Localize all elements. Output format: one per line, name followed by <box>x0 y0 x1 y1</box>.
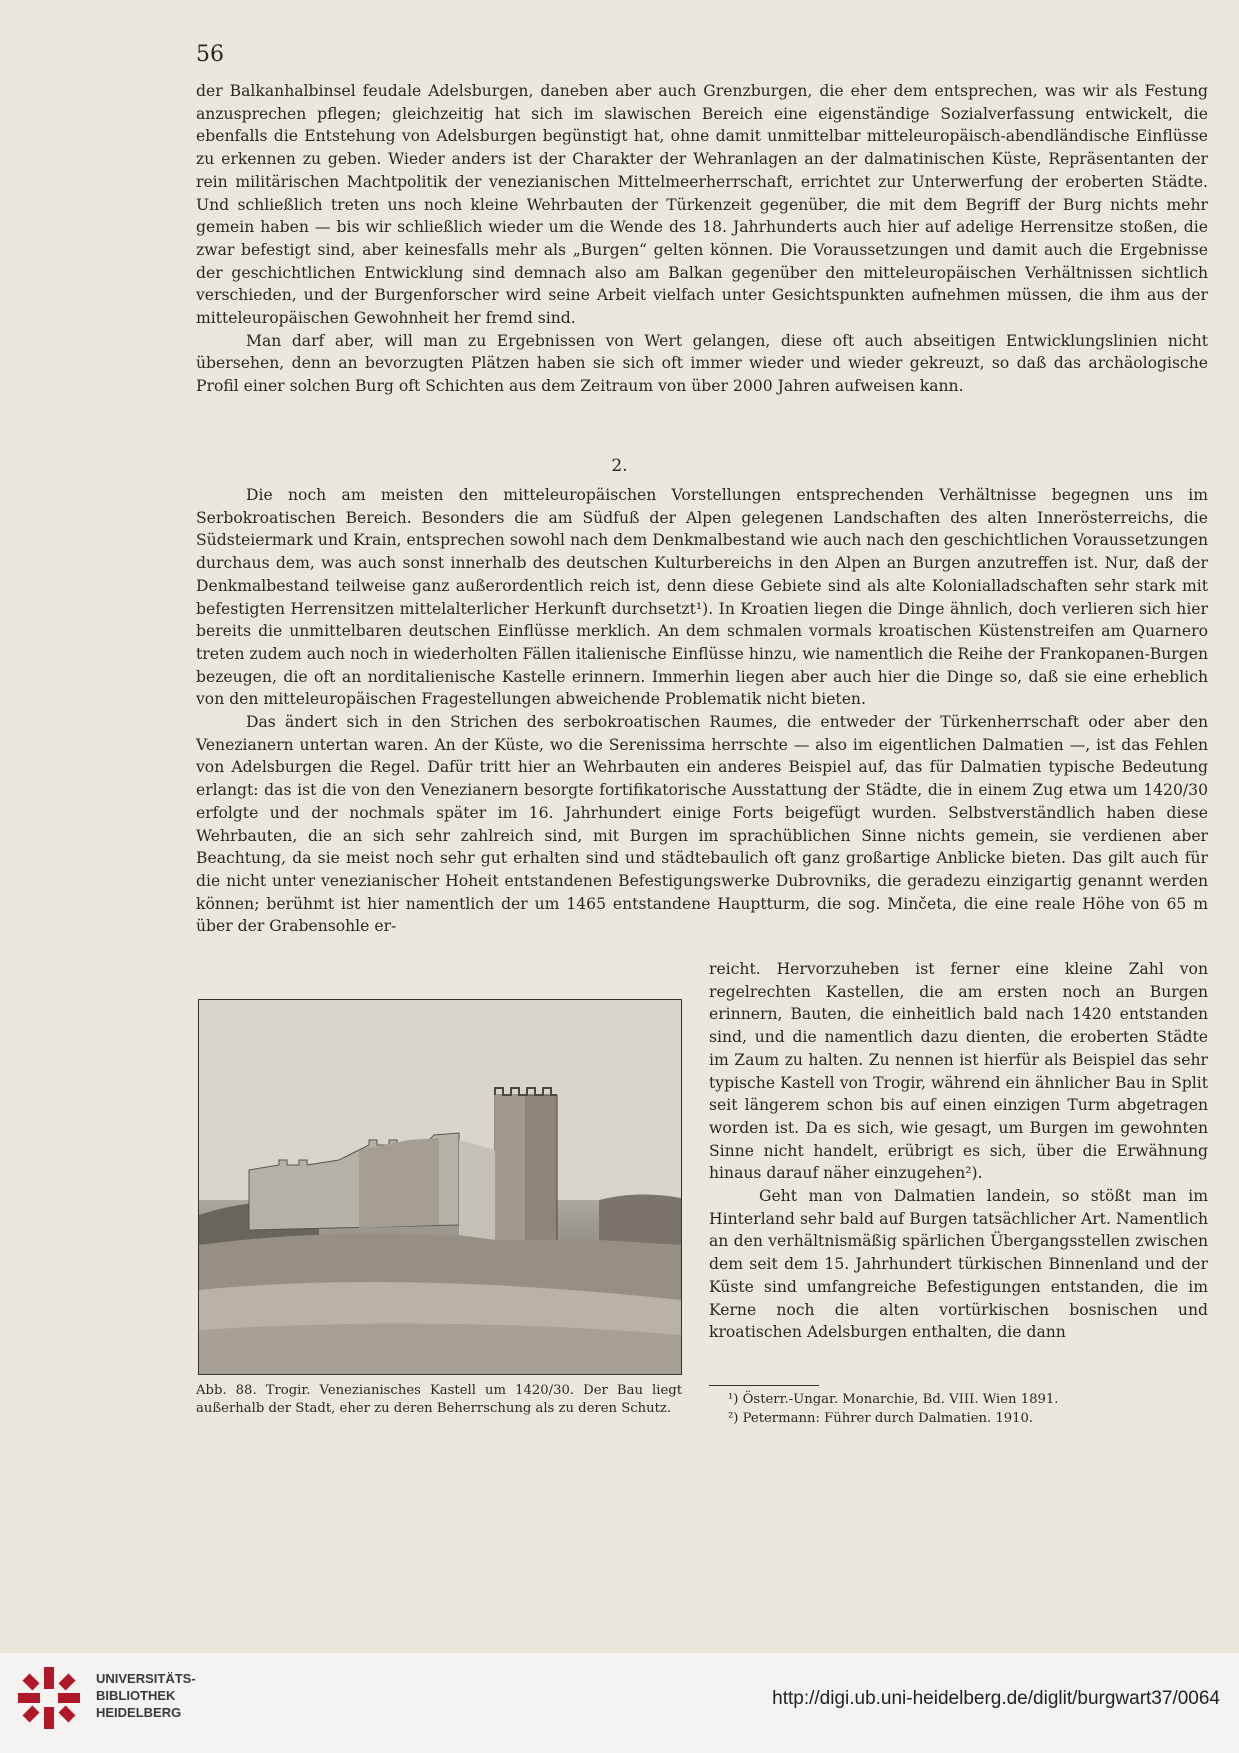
paragraph: Das ändert sich in den Strichen des serbokroatischen Raumes, die entweder der Türkenherrschaft oder aber den Venezianern untertan waren. An der Küste, wo die Serenissima herrschte — also im eigentlichen Dalmatien —, ist das Fehlen von Adelsburgen die Regel. Dafür tritt hier an Wehrbauten ein anderes Beispiel auf, das für Dalmatien typische Bedeutung erlangt: das ist die von den Venezianern besorgte fortifikatorische Ausstattung der Städte, die in einem Zug etwa um 1420/30 erfolgte und der nochmals später im 16. Jahrhundert einige Forts beigefügt wurden. Selbstverständlich haben diese Wehrbauten, die an sich sehr zahlreich sind, mit Burgen im sprachüblichen Sinne nichts gemein, sie verdienen aber Beachtung, da sie meist noch sehr gut erhalten sind und städtebaulich oft ganz großartige Anblicke bieten. Das gilt auch für die nicht unter venezianischer Hoheit entstandenen Befestigungswerke Dubrovniks, die geradezu einzigartig genannt werden können; berühmt ist hier namentlich der um 1465 entstandene Hauptturm, die sog. Minčeta, die eine reale Höhe von 65 m über der Grabensohle er- <box>196 713 1208 936</box>
library-name-line: UNIVERSITÄTS- <box>96 1671 196 1686</box>
footnotes <box>728 1390 1208 1428</box>
section-number: 2. <box>611 456 628 476</box>
paragraph: der Balkanhalbinsel feudale Adelsburgen, daneben aber auch Grenzburgen, die eher dem entsprechen, was wir als Festung anzusprechen pflegen; gleichzeitig hat sich im slawischen Bereich eine eigenständige Sozialverfassung entwickelt, die ebenfalls die Entstehung von Adelsburgen begünstigt hat, ohne damit unmittelbar mitteleuropäisch-abendländische Einflüsse zu erkennen zu geben. Wieder anders ist der Charakter der Wehranlagen an der dalmatinischen Küste, Repräsentanten der rein militärischen Machtpolitik der venezianischen Mittelmeerherrschaft, errichtet zur Unterwerfung der eroberten Städte. Und schließlich treten uns noch kleine Wehrbauten der Türkenzeit gegenüber, die mit dem Begriff der Burg nichts mehr gemein haben — bis wir schließlich wieder um die Wende des 18. Jahrhunderts auch hier auf adelige Herrensitze stoßen, die zwar befestigt sind, aber keinesfalls mehr als „Burgen“ gelten können. Die Voraussetzungen und damit auch die Ergebnisse der geschichtlichen Entwicklung sind demnach also am Balkan gegenüber den mitteleuropäischen Verhältnissen sichtlich verschieden, und der Burgenforscher wird seine Arbeit vielfach unter Gesichtspunkten aufnehmen müssen, die ihm aus der mitteleuropäischen Gewohnheit her fremd sind. <box>196 82 1208 328</box>
footnote: ²) Petermann: Führer durch Dalmatien. 1910. <box>728 1411 1034 1426</box>
figure-caption: Abb. 88. Trogir. Venezianisches Kastell um 1420/30. Der Bau liegt außerhalb der Stadt, eher zu deren Beherrschung als zu deren Schutz. <box>196 1383 682 1416</box>
page-number: 56 <box>196 42 224 67</box>
paragraph: reicht. Hervorzuheben ist ferner eine kleine Zahl von regelrechten Kastellen, die am ersten noch an Burgen erinnern, Bauten, die einheitlich bald nach 1420 entstanden sind, und die namentlich dazu dienten, die eroberten Städte im Zaum zu halten. Zu nennen ist hierfür als Beispiel das sehr typische Kastell von Trogir, während ein ähnlicher Bau in Split seit längerem schon bis auf einen einzigen Turm abgetragen worden ist. Da es sich, wie gesagt, um Burgen im gewohnten Sinne nicht handelt, erübrigt es sich, über die Erwähnung hinaus darauf näher einzugehen²). <box>709 960 1208 1183</box>
text-block-top <box>196 80 1208 398</box>
library-name-line: BIBLIOTHEK <box>96 1688 176 1703</box>
library-name-line: HEIDELBERG <box>96 1705 182 1720</box>
text-block-middle <box>196 484 1208 938</box>
paragraph: Geht man von Dalmatien landein, so stößt man im Hinterland sehr bald auf Burgen tatsächlicher Art. Namentlich an den verhältnismäßig spärlichen Übergangsstellen zwischen dem seit dem 15. Jahrhundert türkischen Binnenland und der Küste sind umfangreiche Befestigungen entstanden, die im Kerne noch die alten vortürkischen bosnischen und kroatischen Adelsburgen enthalten, die dann <box>709 1187 1208 1342</box>
castle-photograph <box>198 999 682 1375</box>
source-url-link[interactable]: http://digi.ub.uni-heidelberg.de/diglit/burgwart37/0064 <box>772 1688 1220 1709</box>
text-column-wrap <box>709 958 1208 1344</box>
library-name <box>96 1670 196 1721</box>
footnote-divider <box>709 1385 819 1386</box>
castle-illustration <box>199 1000 681 1374</box>
paragraph: Die noch am meisten den mitteleuropäischen Vorstellungen entsprechenden Verhältnisse begegnen uns im Serbokroatischen Bereich. Besonders die am Südfuß der Alpen gelegenen Landschaften des alten Innerösterreichs, die Südsteiermark und Krain, entsprechen sowohl nach dem Denkmalbestand wie auch nach den geschichtlichen Voraussetzungen durchaus dem, was auch sonst innerhalb des deutschen Kulturbereichs in den Alpen an Burgen anzutreffen ist. Nur, daß der Denkmalbestand teilweise ganz außerordentlich reich ist, denn diese Gebiete sind als alte Kolonialladschaften sehr stark mit befestigten Herrensitzen mittelalterlicher Herkunft durchsetzt¹). In Kroatien liegen die Dinge ähnlich, doch verlieren sich hier bereits die unmittelbaren deutschen Einflüsse merklich. An dem schmalen vormals kroatischen Küstenstreifen am Quarnero treten zudem auch noch in wiederholten Fällen italienische Einflüsse hinzu, wie namentlich die Reihe der Frankopanen-Burgen bezeugen, die oft an norditalienische Kastelle erinnern. Immerhin liegen aber auch hier die Dinge so, daß sie eine erheblich von den mitteleuropäischen Fragestellungen abweichende Problematik nicht bieten. <box>196 486 1208 709</box>
university-library-logo-icon <box>14 1663 84 1733</box>
paragraph: Man darf aber, will man zu Ergebnissen von Wert gelangen, diese oft auch abseitigen Entwicklungslinien nicht übersehen, denn an bevorzugten Plätzen haben sie sich oft immer wieder und wieder gekreuzt, so daß das archäologische Profil einer solchen Burg oft Schichten aus dem Zeitraum von über 2000 Jahren aufweisen kann. <box>196 331 1208 396</box>
footnote: ¹) Österr.-Ungar. Monarchie, Bd. VIII. Wien 1891. <box>728 1392 1059 1407</box>
